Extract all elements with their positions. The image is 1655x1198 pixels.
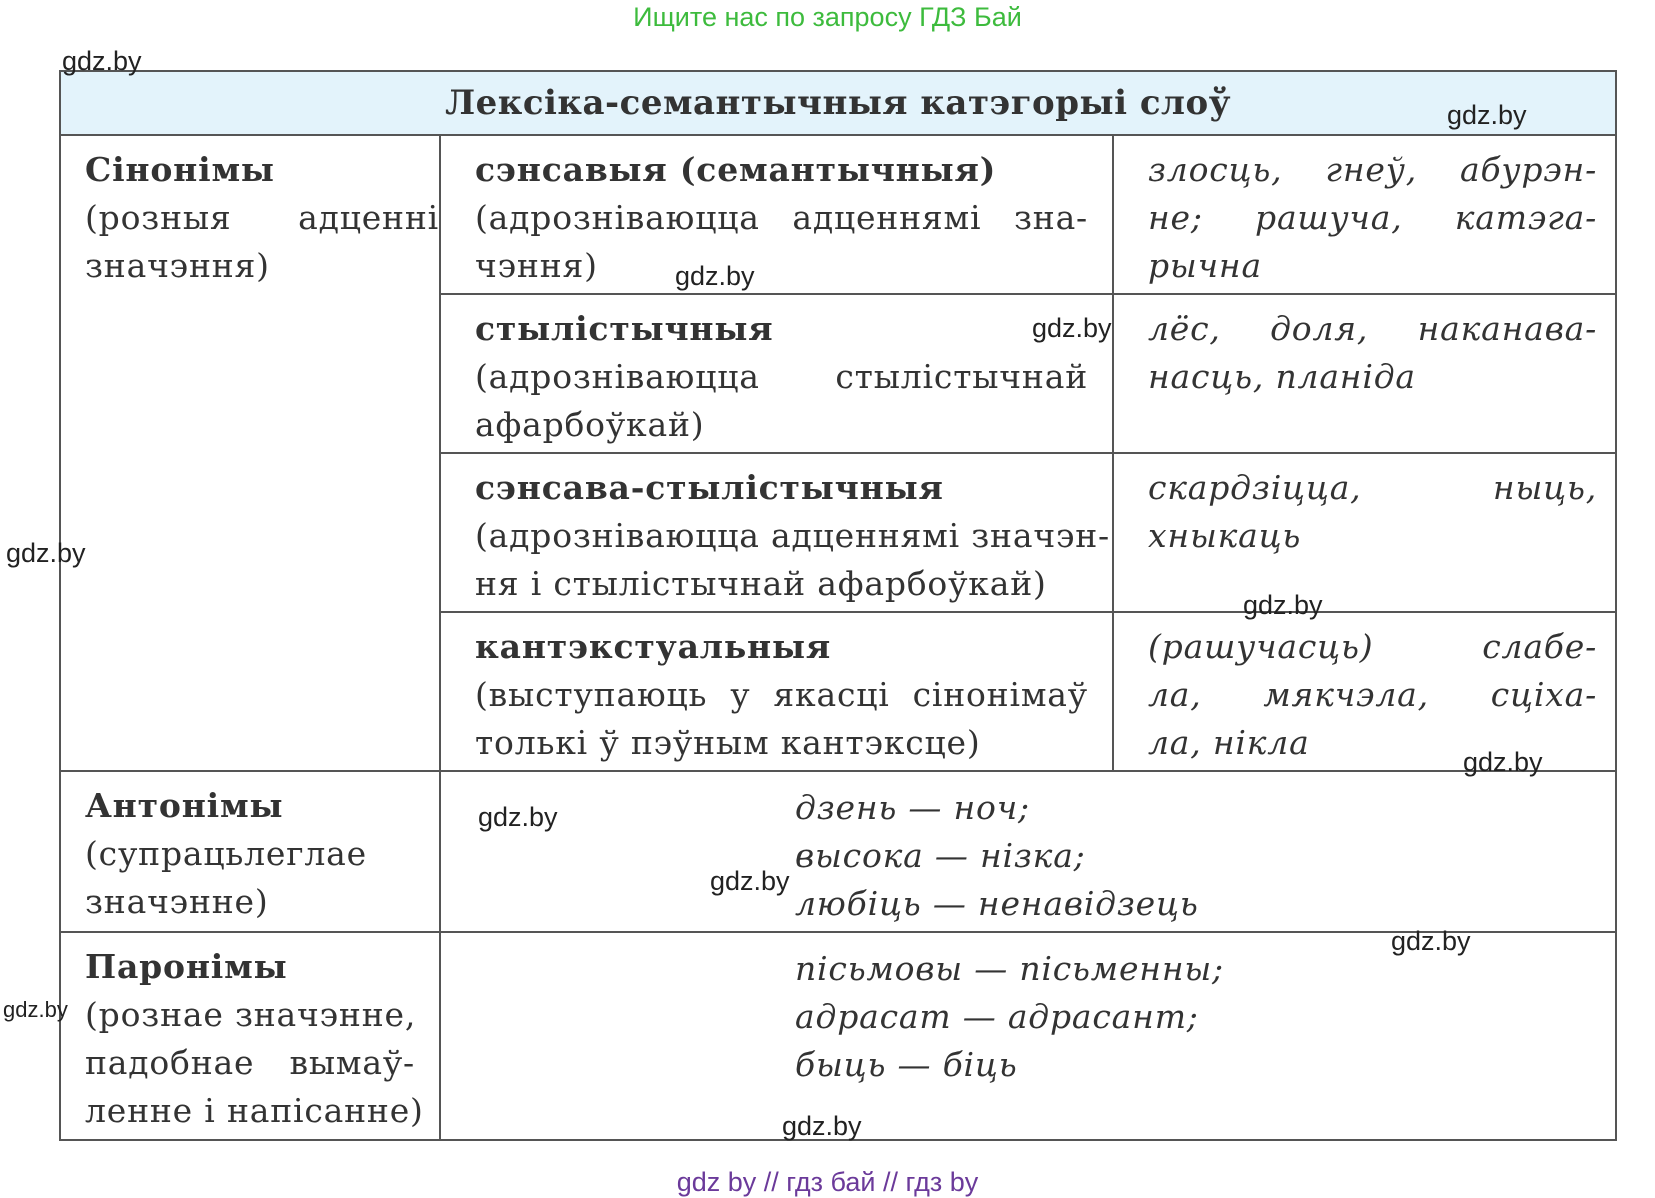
paronyms-desc-line: (рознае значэнне, — [85, 995, 417, 1035]
watermark: gdz.by — [62, 46, 142, 76]
synonym-type-desc-line: толькі ў пэўным кантэксце) — [475, 723, 981, 763]
synonym-type-desc-line: ня і стылістычнай афарбоўкай) — [475, 564, 1047, 604]
example-line: насць, планіда — [1148, 357, 1416, 397]
watermark: gdz.by — [1463, 747, 1543, 777]
example-line: не; рашуча, катэга- — [1148, 198, 1598, 238]
synonym-type-name: кантэкстуальныя — [475, 627, 832, 667]
synonym-type-desc-line: (адрозніваюцца адценнямі значэн- — [475, 516, 1110, 556]
table-row — [60, 135, 1616, 294]
example-line: (рашучасць) слабе- — [1148, 627, 1598, 667]
example-line: скардзіцца, ныць, — [1148, 468, 1598, 508]
antonyms-examples-cell — [440, 771, 1616, 932]
synonym-type-desc-line: (адрозніваюцца адценнямі зна- — [475, 198, 1088, 238]
synonym-type-desc-line: (адрозніваюцца стылістычнай — [475, 357, 1088, 397]
synonym-example-cell — [1113, 294, 1616, 453]
watermark: gdz.by — [782, 1111, 862, 1141]
example-line: ла, мякчэла, сціха- — [1148, 675, 1598, 715]
synonym-type-desc-line: чэння) — [475, 246, 598, 286]
paronyms-desc-line: ленне і напісанне) — [85, 1091, 424, 1131]
example-line: любіць — ненавідзець — [795, 884, 1199, 924]
paronyms-title: Паронімы — [85, 947, 288, 987]
synonym-example-cell — [1113, 453, 1616, 612]
antonyms-desc-line: значэнне) — [85, 882, 269, 922]
synonym-type-name: стылістычныя — [475, 309, 774, 349]
table-row — [60, 932, 1616, 1140]
synonym-type-cell — [440, 612, 1113, 771]
example-line: лёс, доля, наканава- — [1148, 309, 1598, 349]
lexical-semantic-table — [59, 70, 1617, 1141]
synonyms-desc-line: (розныя адценні — [85, 198, 439, 238]
watermark: gdz.by — [710, 866, 790, 896]
paronyms-cell — [60, 932, 440, 1140]
watermark: gdz.by — [1243, 590, 1323, 620]
table-header-row — [60, 71, 1616, 135]
example-line: ла, нікла — [1148, 723, 1310, 763]
synonym-example-cell — [1113, 135, 1616, 294]
example-line: адрасат — адрасант; — [795, 997, 1199, 1037]
top-banner: Ищите нас по запросу ГДЗ Бай — [633, 2, 1022, 32]
example-line: высока — нізка; — [795, 836, 1086, 876]
watermark: gdz.by — [478, 802, 558, 832]
table-row — [60, 771, 1616, 932]
example-line: быць — біць — [795, 1045, 1018, 1085]
synonym-type-desc-line: афарбоўкай) — [475, 405, 705, 445]
synonym-type-name: сэнсава-стылістычныя — [475, 468, 944, 508]
example-line: дзень — ноч; — [795, 788, 1030, 828]
example-line: злосць, гнеў, абурэн- — [1148, 150, 1598, 190]
watermark: gdz.by — [675, 261, 755, 291]
antonyms-cell — [60, 771, 440, 932]
synonym-type-cell — [440, 453, 1113, 612]
example-line: хныкаць — [1148, 516, 1302, 556]
synonyms-title: Сінонімы — [85, 150, 275, 190]
paronyms-examples-cell — [440, 932, 1616, 1140]
watermark: gdz.by — [6, 538, 86, 568]
example-line: пісьмовы — пісьменны; — [795, 949, 1224, 989]
synonyms-cell — [60, 135, 440, 771]
paronyms-desc-line: падобнае вымаў- — [85, 1043, 415, 1083]
synonym-type-name: сэнсавыя (семантычныя) — [475, 150, 997, 190]
watermark: gdz.by — [3, 997, 68, 1022]
antonyms-desc-line: (супрацьлеглае — [85, 834, 367, 874]
antonyms-title: Антонімы — [85, 786, 284, 826]
synonym-type-cell — [440, 135, 1113, 294]
synonym-type-cell — [440, 294, 1113, 453]
synonym-type-desc-line: (выступаюць у якасці сінонімаў — [475, 675, 1088, 715]
bottom-banner: gdz by // гдз бай // гдз by — [676, 1167, 979, 1197]
example-line: рычна — [1148, 246, 1262, 286]
synonyms-desc-line: значэння) — [85, 246, 270, 286]
table-header: Лексіка-семантычныя катэгорыі слоў — [60, 71, 1616, 135]
watermark: gdz.by — [1447, 100, 1527, 130]
watermark: gdz.by — [1032, 313, 1112, 343]
watermark: gdz.by — [1391, 926, 1471, 956]
